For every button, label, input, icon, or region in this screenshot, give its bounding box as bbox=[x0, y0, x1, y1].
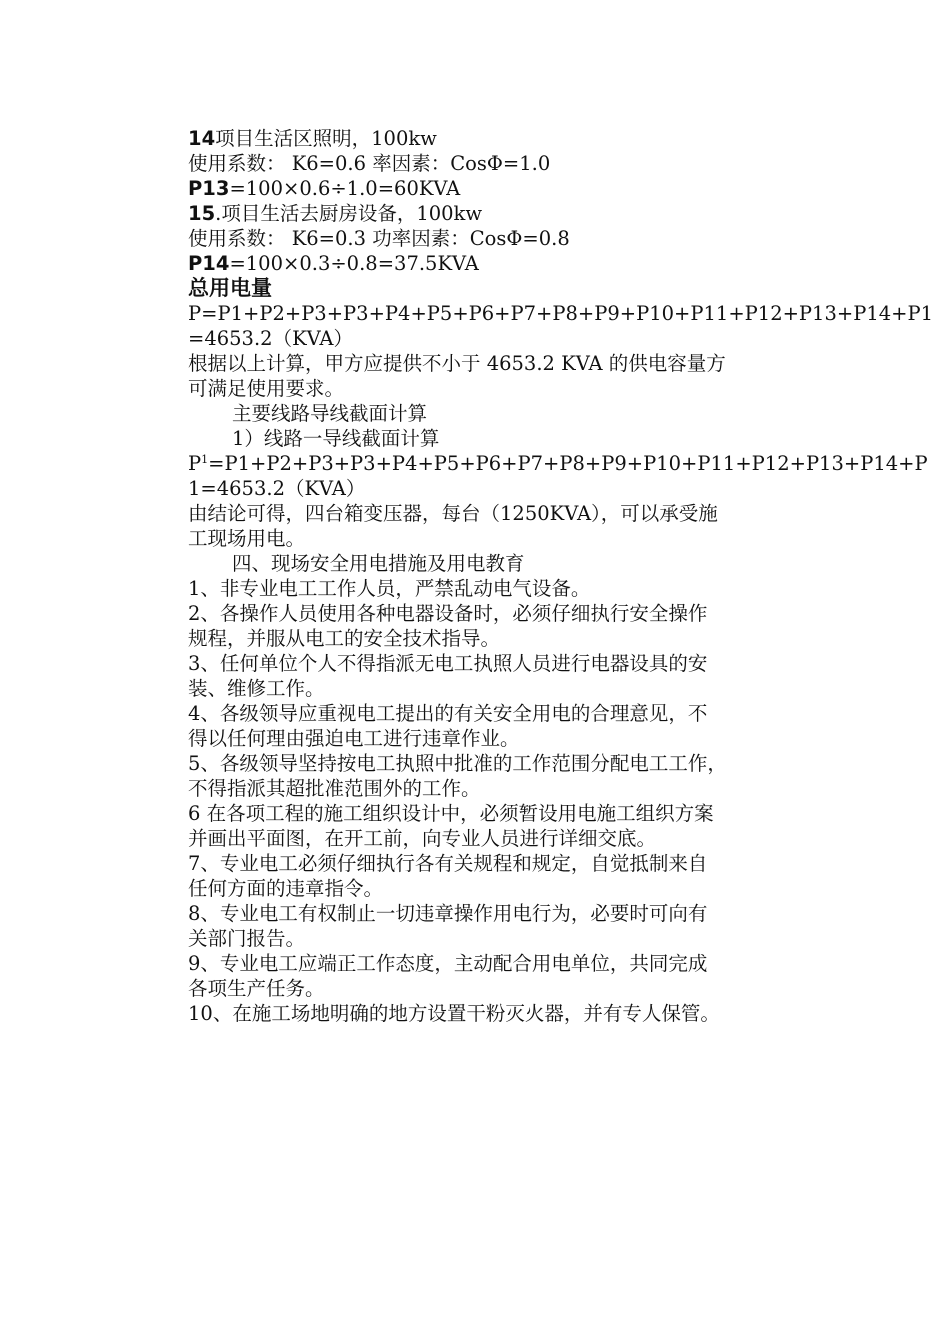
safety-item bbox=[188, 576, 808, 601]
formula-label: P14 bbox=[188, 252, 230, 275]
result-line-2: 工现场用电。 bbox=[188, 527, 306, 550]
safety-item-line: 6 在各项工程的施工组织设计中，必须暂设用电施工组织方案 bbox=[188, 802, 714, 825]
safety-item-line: 得以任何理由强迫电工进行违章作业。 bbox=[188, 727, 520, 750]
safety-item bbox=[188, 951, 808, 1001]
total-formula-line-1: P=P1+P2+P3+P3+P4+P5+P6+P7+P8+P9+P10+P11+P12+P13+P14+P1 bbox=[188, 302, 934, 325]
safety-item bbox=[188, 601, 808, 651]
safety-item-line: 5、各级领导坚持按电工执照中批准的工作范围分配电工工作， bbox=[188, 752, 727, 775]
formula-superscript: 1 bbox=[201, 453, 209, 466]
safety-item-line: 3、任何单位个人不得指派无电工执照人员进行电器设具的安 bbox=[188, 652, 708, 675]
item-number: 14 bbox=[188, 127, 216, 150]
p1-formula-line-1 bbox=[188, 451, 928, 476]
section-subtitle: 1）线路一导线截面计算 bbox=[232, 427, 440, 450]
safety-item-line: 10、在施工场地明确的地方设置干粉灭火器，并有专人保管。 bbox=[188, 1002, 720, 1025]
total-formula-line-2: =4653.2（KVA） bbox=[188, 327, 353, 350]
document-body bbox=[188, 126, 934, 1026]
item-15-title bbox=[188, 201, 808, 226]
safety-item-line: 规程，并服从电工的安全技术指导。 bbox=[188, 627, 501, 650]
safety-item bbox=[188, 851, 808, 901]
safety-item-line: 8、专业电工有权制止一切违章操作用电行为，必要时可向有 bbox=[188, 902, 708, 925]
safety-item-line: 并画出平面图，在开工前，向专业人员进行详细交底。 bbox=[188, 827, 657, 850]
total-power-heading: 总用电量 bbox=[188, 276, 272, 300]
p13-formula bbox=[188, 176, 808, 201]
formula-label: P13 bbox=[188, 177, 230, 200]
safety-item-line: 1、非专业电工工作人员，严禁乱动电气设备。 bbox=[188, 577, 591, 600]
total-conclusion-line-1: 根据以上计算，甲方应提供不小于 4653.2 KVA 的供电容量方 bbox=[188, 352, 726, 375]
safety-item bbox=[188, 751, 808, 801]
safety-item-line: 任何方面的违章指令。 bbox=[188, 877, 384, 900]
p14-formula bbox=[188, 251, 808, 276]
safety-item bbox=[188, 651, 808, 701]
safety-item-line: 4、各级领导应重视电工提出的有关安全用电的合理意见，不 bbox=[188, 702, 708, 725]
item-14-coefficients: 使用系数： K6=0.6 率因素：CosΦ=1.0 bbox=[188, 152, 551, 175]
item-text: .项目生活去厨房设备，100kw bbox=[215, 202, 483, 225]
safety-list bbox=[188, 576, 808, 1026]
safety-item-line: 不得指派其超批准范围外的工作。 bbox=[188, 777, 481, 800]
item-15-coefficients: 使用系数： K6=0.3 功率因素：CosΦ=0.8 bbox=[188, 227, 570, 250]
p1-formula-line-2: 1=4653.2（KVA） bbox=[188, 477, 366, 500]
safety-item-line: 各项生产任务。 bbox=[188, 977, 325, 1000]
safety-item-line: 关部门报告。 bbox=[188, 927, 306, 950]
total-conclusion-line-2: 可满足使用要求。 bbox=[188, 377, 345, 400]
formula-text: =100×0.3÷0.8=37.5KVA bbox=[229, 252, 479, 275]
safety-item-line: 装、维修工作。 bbox=[188, 677, 325, 700]
safety-item bbox=[188, 901, 808, 951]
formula-text: =P1+P2+P3+P3+P4+P5+P6+P7+P8+P9+P10+P11+P12+P13+P14+P bbox=[208, 452, 928, 475]
item-14-title bbox=[188, 126, 808, 151]
safety-item bbox=[188, 1001, 808, 1026]
item-text: 项目生活区照明，100kw bbox=[215, 127, 437, 150]
section-title: 主要线路导线截面计算 bbox=[232, 402, 428, 425]
safety-item bbox=[188, 801, 808, 851]
formula-symbol: P bbox=[188, 452, 202, 475]
result-line-1: 由结论可得，四台箱变压器，每台（1250KVA），可以承受施 bbox=[188, 502, 718, 525]
safety-item-line: 9、专业电工应端正工作态度，主动配合用电单位，共同完成 bbox=[188, 952, 708, 975]
safety-section-title: 四、现场安全用电措施及用电教育 bbox=[232, 552, 525, 575]
safety-item-line: 2、各操作人员使用各种电器设备时，必须仔细执行安全操作 bbox=[188, 602, 708, 625]
safety-item bbox=[188, 701, 808, 751]
safety-item-line: 7、专业电工必须仔细执行各有关规程和规定，自觉抵制来自 bbox=[188, 852, 708, 875]
item-number: 15 bbox=[188, 202, 216, 225]
formula-text: =100×0.6÷1.0=60KVA bbox=[229, 177, 461, 200]
